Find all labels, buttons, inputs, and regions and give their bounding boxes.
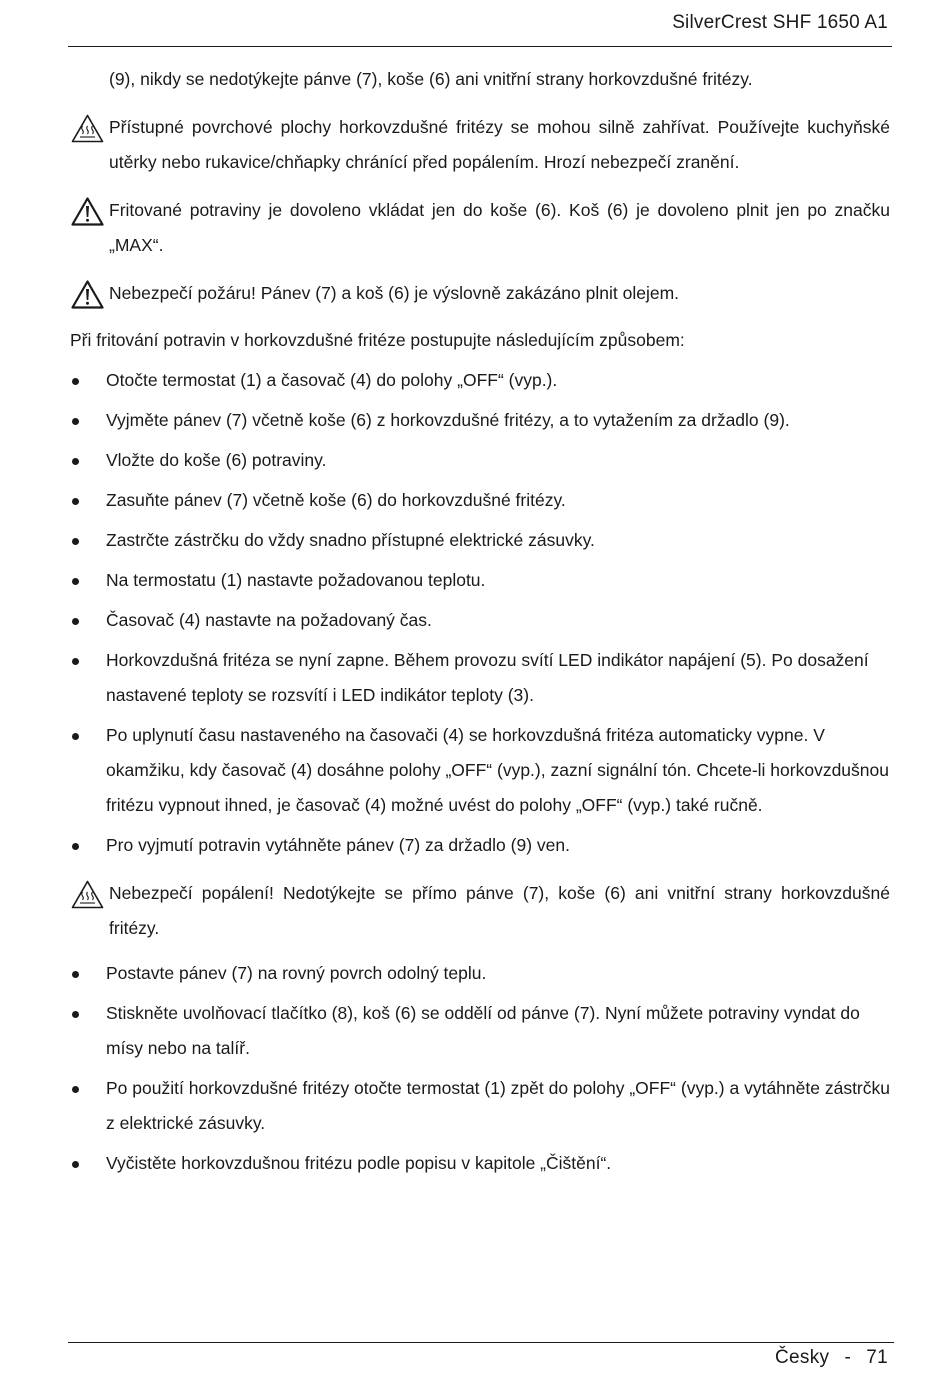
exclamation-warning-icon <box>71 197 104 226</box>
list-item: Pro vyjmutí potravin vytáhněte pánev (7) za držadlo (9) ven. <box>70 828 890 863</box>
list-item: Zastrčte zástrčku do vždy snadno přístupné elektrické zásuvky. <box>70 523 890 558</box>
procedure-steps-after <box>70 956 890 1181</box>
bullet-icon <box>72 618 79 625</box>
bullet-icon <box>72 733 79 740</box>
bullet-icon <box>72 1086 79 1093</box>
list-item: Po použití horkovzdušné fritézy otočte termostat (1) zpět do polohy „OFF“ (vyp.) a vytáhněte zástrčku z elektrické zásuvky. <box>70 1071 890 1141</box>
bullet-icon <box>72 658 79 665</box>
warning-text: Přístupné povrchové plochy horkovzdušné fritézy se mohou silně zahřívat. Používejte kuchyňské utěrky nebo rukavice/chňapky chránící před popálením. Hrozí nebezpečí zranění. <box>109 117 890 172</box>
warning-fire <box>70 276 890 311</box>
warning-burn <box>70 876 890 946</box>
list-item: Horkovzdušná fritéza se nyní zapne. Během provozu svítí LED indikátor napájení (5). Po dosažení nastavené teploty se rozsvítí i LED indikátor teploty (3). <box>70 643 890 713</box>
continuation-paragraph: (9), nikdy se nedotýkejte pánve (7), koše (6) ani vnitřní strany horkovzdušné fritézy. <box>109 69 753 89</box>
page-content <box>70 62 890 1186</box>
warning-text: Nebezpečí požáru! Pánev (7) a koš (6) je výslovně zakázáno plnit olejem. <box>109 283 680 303</box>
page-number: Česky - 71 <box>775 1347 888 1368</box>
hot-surface-warning-icon <box>71 880 104 909</box>
bullet-icon <box>72 538 79 545</box>
list-item: Postavte pánev (7) na rovný povrch odolný teplu. <box>70 956 890 991</box>
bullet-icon <box>72 578 79 585</box>
list-item: Časovač (4) nastavte na požadovaný čas. <box>70 603 890 638</box>
hot-surface-warning-icon <box>71 114 104 143</box>
bullet-icon <box>72 843 79 850</box>
bullet-icon <box>72 418 79 425</box>
page-header <box>68 0 892 47</box>
warning-basket-max <box>70 193 890 263</box>
bullet-icon <box>72 378 79 385</box>
list-item: Stiskněte uvolňovací tlačítko (8), koš (6) se oddělí od pánve (7). Nyní můžete potraviny vyndat do mísy nebo na talíř. <box>70 996 890 1066</box>
procedure-steps <box>70 363 890 863</box>
warning-text: Nebezpečí popálení! Nedotýkejte se přímo pánve (7), koše (6) ani vnitřní strany horkovzdušné fritézy. <box>109 883 890 938</box>
list-item: Vyčistěte horkovzdušnou fritézu podle popisu v kapitole „Čištění“. <box>70 1146 890 1181</box>
page-footer <box>68 1342 894 1375</box>
list-item: Vložte do koše (6) potraviny. <box>70 443 890 478</box>
bullet-icon <box>72 1011 79 1018</box>
bullet-icon <box>72 498 79 505</box>
exclamation-warning-icon <box>71 280 104 309</box>
bullet-icon <box>72 458 79 465</box>
list-item: Otočte termostat (1) a časovač (4) do polohy „OFF“ (vyp.). <box>70 363 890 398</box>
list-item: Zasuňte pánev (7) včetně koše (6) do horkovzdušné fritézy. <box>70 483 890 518</box>
list-item: Vyjměte pánev (7) včetně koše (6) z horkovzdušné fritézy, a to vytažením za držadlo (9). <box>70 403 890 438</box>
list-item: Po uplynutí času nastaveného na časovači (4) se horkovzdušná fritéza automaticky vypne. V okamžiku, kdy časovač (4) dosáhne polohy „OFF“ (vyp.), zazní signální tón. Chcete-li horkovzdušnou fritézu vypnout ihned, je časovač (4) možné uvést do polohy „OFF“ (vyp.) také ručně. <box>70 718 890 823</box>
list-item: Na termostatu (1) nastavte požadovanou teplotu. <box>70 563 890 598</box>
warning-hot-surface <box>70 110 890 180</box>
warning-text: Fritované potraviny je dovoleno vkládat jen do koše (6). Koš (6) je dovoleno plnit jen po značku „MAX“. <box>109 200 890 255</box>
document-title: SilverCrest SHF 1650 A1 <box>672 12 888 33</box>
bullet-icon <box>72 1161 79 1168</box>
bullet-icon <box>72 971 79 978</box>
procedure-intro: Při fritování potravin v horkovzdušné fritéze postupujte následujícím způsobem: <box>70 330 685 350</box>
